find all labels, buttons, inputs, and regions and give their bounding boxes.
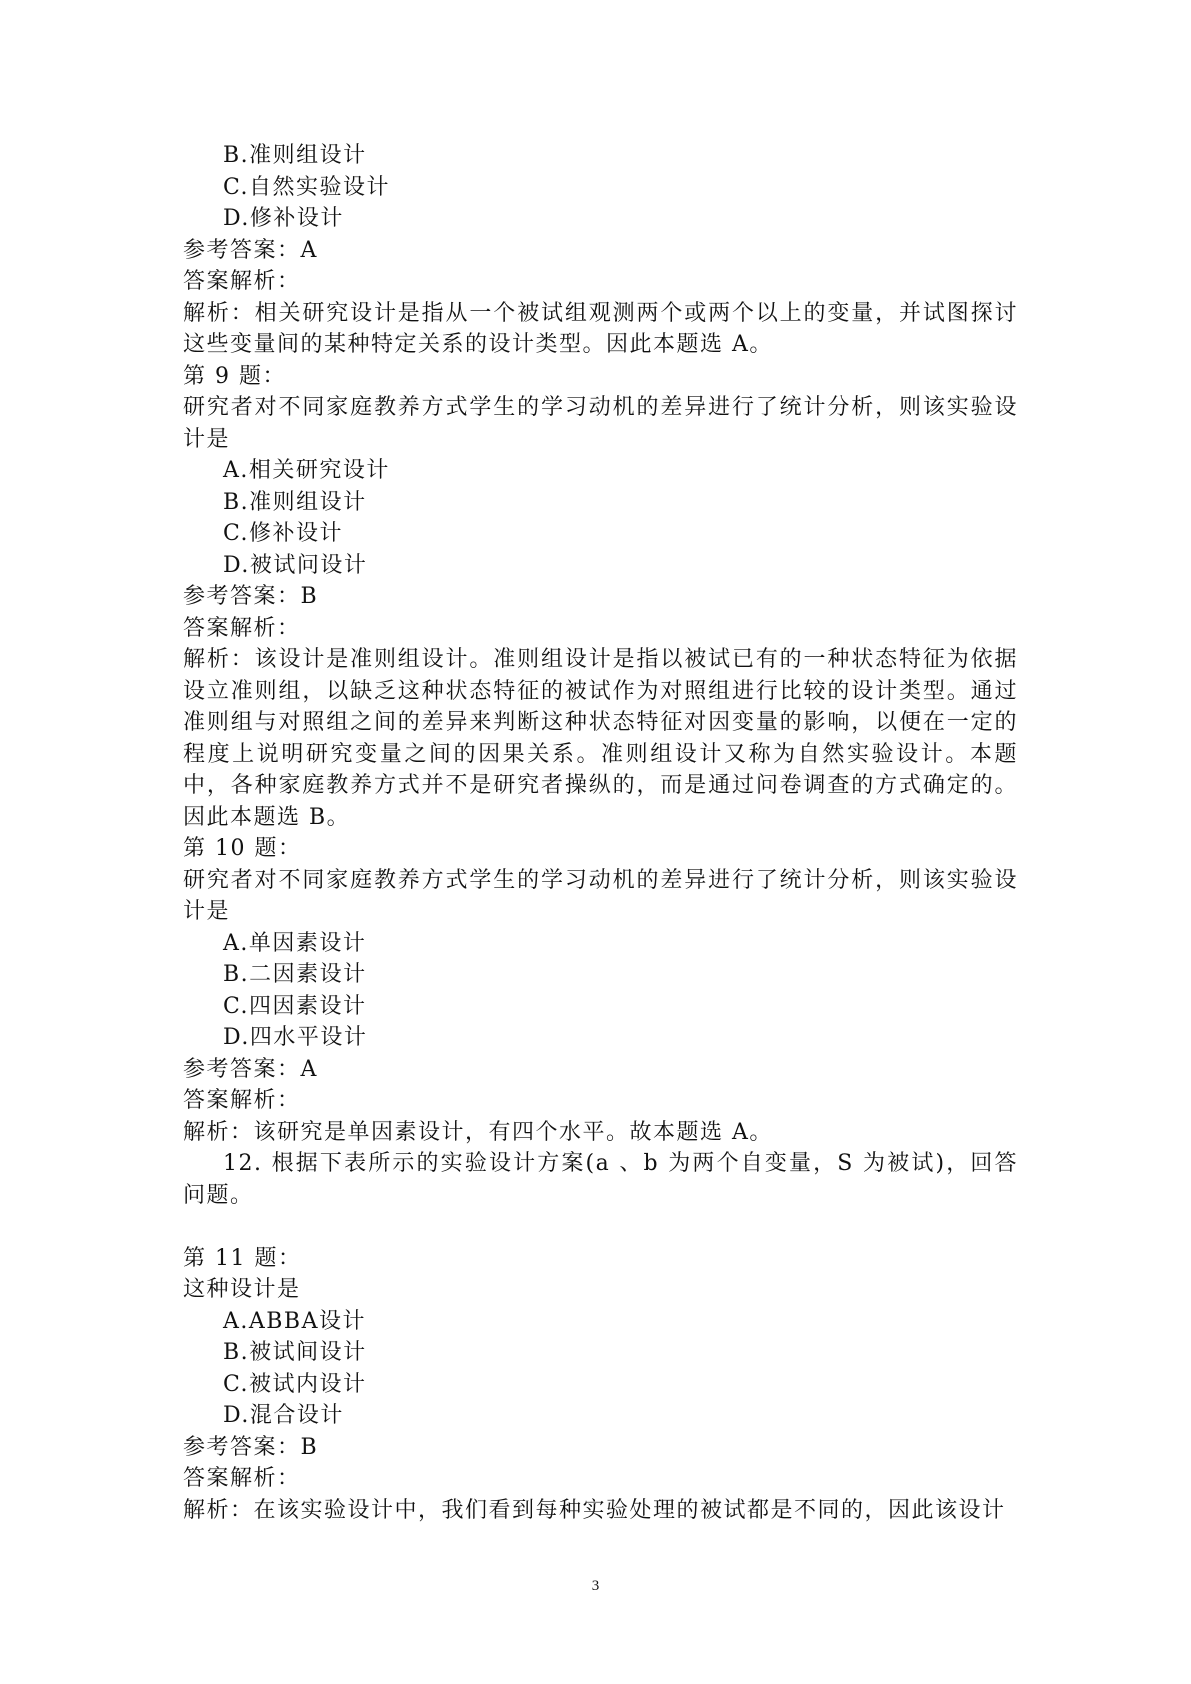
option-c: C.修补设计	[223, 521, 344, 546]
reference-answer: 参考答案：A	[183, 1056, 318, 1082]
analysis-label: 答案解析：	[183, 1466, 301, 1491]
page-number: 3	[591, 1578, 600, 1594]
reference-answer: 参考答案：B	[183, 1434, 319, 1460]
analysis-text: 解析：相关研究设计是指从一个被试组观测两个或两个以上的变量，并试图探讨这些变量间的某种特定关系的设计类型。因此本题选 A。	[183, 300, 1018, 357]
analysis-text: 解析：该研究是单因素设计，有四个水平。故本题选 A。	[183, 1119, 773, 1145]
option-c: C.被试内设计	[223, 1371, 367, 1397]
analysis-label: 答案解析：	[183, 269, 301, 294]
question-stem: 研究者对不同家庭教养方式学生的学习动机的差异进行了统计分析，则该实验设计是	[183, 867, 1018, 924]
question-title: 第 10 题：	[183, 836, 302, 861]
option-b: B.被试间设计	[223, 1340, 367, 1365]
blank-space	[183, 1211, 1018, 1243]
option-d: D.四水平设计	[223, 1025, 368, 1050]
option-a: A.相关研究设计	[223, 458, 390, 483]
question-stem: 研究者对不同家庭教养方式学生的学习动机的差异进行了统计分析，则该实验设计是	[183, 395, 1018, 452]
analysis-label: 答案解析：	[183, 1088, 301, 1113]
question-title: 第 9 题：	[183, 363, 286, 389]
option-b: B.准则组设计	[223, 489, 367, 515]
analysis-label: 答案解析：	[183, 615, 301, 641]
document-body	[183, 140, 1018, 1526]
option-c: C.四因素设计	[223, 993, 367, 1019]
option-a: A.ABBA设计	[223, 1308, 366, 1334]
analysis-text: 解析：在该实验设计中，我们看到每种实验处理的被试都是不同的，因此该设计	[183, 1497, 1006, 1523]
analysis-text: 解析：该设计是准则组设计。准则组设计是指以被试已有的一种状态特征为依据设立准则组，以缺乏这种状态特征的被试作为对照组进行比较的设计类型。通过准则组与对照组之间的差异来判断这种状态特征对因变量的影响，以便在一定的程度上说明研究变量之间的因果关系。准则组设计又称为自然实验设计。本题中，各种家庭教养方式并不是研究者操纵的，而是通过问卷调查的方式确定的。因此本题选 B。	[183, 647, 1018, 830]
option-a: A.单因素设计	[223, 930, 367, 956]
option-d: D.修补设计	[223, 206, 344, 231]
option-d: D.混合设计	[223, 1403, 344, 1428]
reference-answer: 参考答案：B	[183, 584, 319, 609]
reference-answer: 参考答案：A	[183, 237, 318, 263]
option-d: D.被试问设计	[223, 552, 368, 578]
question-title: 第 11 题：	[183, 1245, 302, 1271]
option-c: C.自然实验设计	[223, 174, 391, 200]
question-stem: 这种设计是	[183, 1277, 301, 1302]
option-b: B.准则组设计	[223, 143, 367, 168]
section-heading: 12. 根据下表所示的实验设计方案(a 、b 为两个自变量，S 为被试)，回答问题。	[183, 1151, 1018, 1208]
option-b: B.二因素设计	[223, 962, 367, 987]
